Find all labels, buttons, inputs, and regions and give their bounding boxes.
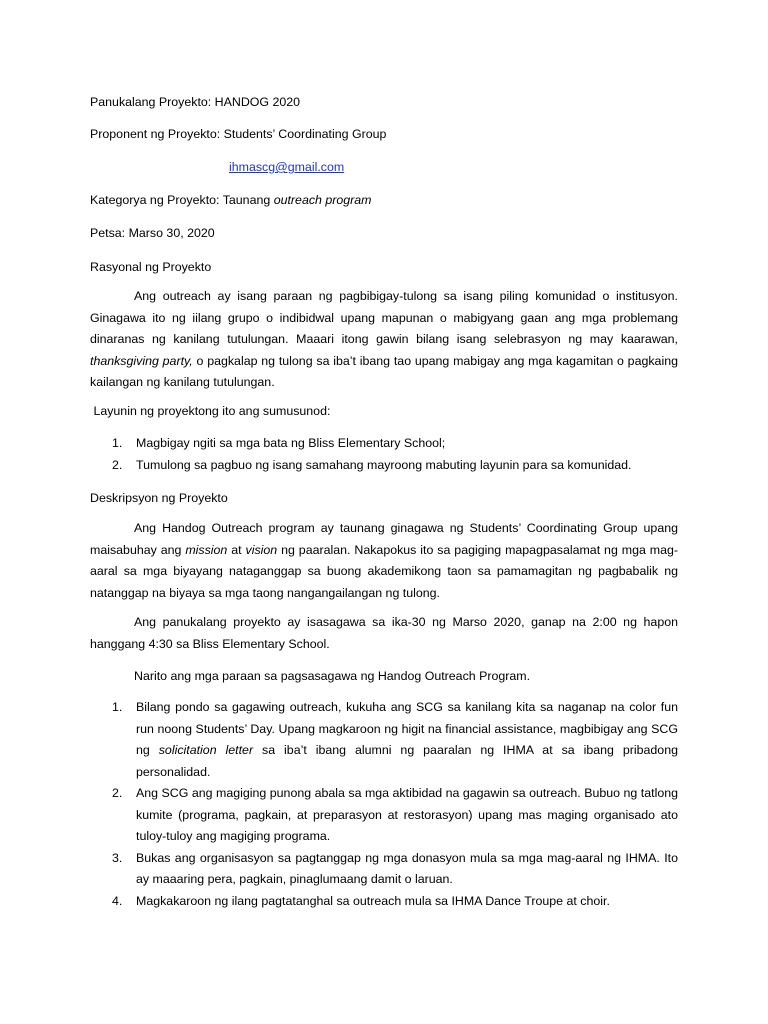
category-line: [90, 192, 372, 208]
mission-italic: mission: [185, 542, 228, 557]
category-label: Kategorya ng Proyekto: Taunang: [90, 193, 274, 207]
list-number: 1.: [112, 700, 123, 714]
list-item: [90, 455, 678, 477]
list-item: [90, 433, 678, 455]
category-italic: outreach program: [273, 193, 372, 207]
vision-italic: vision: [245, 542, 278, 557]
description-paragraph-2: Ang panukalang proyekto ay isasagawa sa ika-30 ng Marso 2020, ganap na 2:00 ng hapon hanggang 4:30 sa Bliss Elementary School.: [90, 615, 678, 651]
list-item: [90, 783, 678, 848]
list-text-b: sa iba’t ibang alumni ng paaralan ng IHMA at sa ibang pribadong personalidad.: [136, 743, 678, 779]
description-paragraph-1: [90, 518, 678, 604]
description-text-b: at: [227, 542, 246, 557]
list-number: 1.: [112, 436, 123, 450]
list-text: Bukas ang organisasyon sa pagtanggap ng mga donasyon mula sa mga mag-aaral ng IHMA. Ito ay maaaring pera, pagkain, pinaglumaang damit o laruan.: [136, 850, 678, 886]
objectives-intro: Layunin ng proyektong ito ang sumusunod:: [90, 404, 331, 418]
description-heading: Deskripsyon ng Proyekto: [90, 491, 228, 505]
rationale-paragraph: [90, 286, 678, 394]
list-text: Tumulong sa pagbuo ng isang samahang mayroong mabuting layunin para sa komunidad.: [136, 457, 632, 472]
steps-list: [90, 697, 678, 912]
rationale-text-b: o pagkalap ng tulong sa iba’t ibang tao upang mabigay ang mga kagamitan o pagkaing kailangan ng kanilang tutulungan.: [90, 353, 678, 389]
list-item: [90, 697, 678, 783]
description-text-c: ng paaralan. Nakapokus ito sa pagiging mapagpasalamat ng mga mag-aaral sa mga biyayang nataganggap sa buong akademikong taon sa pamamagitan ng pagbabalik ng natanggap na biyaya sa mga taong nangangailangan ng tulong.: [90, 542, 679, 600]
list-text: Ang SCG ang magiging punong abala sa mga aktibidad na gagawin sa outreach. Bubuo ng tatlong kumite (programa, pagkain, at preparasyon at restorasyon) upang mas maging organisado ato tuloy-tuloy ang magiging programa.: [136, 786, 678, 843]
list-item: [90, 848, 678, 891]
list-number: 2.: [112, 457, 123, 472]
description-paragraph-3: Narito ang mga paraan sa pagsasagawa ng Handog Outreach Program.: [134, 669, 531, 683]
date-line: Petsa: Marso 30, 2020: [90, 226, 215, 240]
email-link[interactable]: ihmascg@gmail.com: [229, 160, 345, 174]
solicitation-italic: solicitation letter: [158, 743, 254, 757]
list-text-a: Bilang pondo sa gagawing outreach, kukuha ang SCG sa kanilang kita sa naganap na color fun run noong Students’ Day. Upang magkaroon ng higit na financial assistance, magbibigay ang SCG ng: [136, 700, 678, 757]
proponent-line: Proponent ng Proyekto: Students’ Coordinating Group: [90, 127, 387, 141]
list-number: 3.: [112, 850, 123, 865]
proposal-title: Panukalang Proyekto: HANDOG 2020: [90, 95, 301, 109]
description-text-a: Ang Handog Outreach program ay taunang ginagawa ng Students’ Coordinating Group upang maisabuhay ang: [90, 521, 678, 557]
list-item: [90, 891, 678, 913]
rationale-italic: thanksgiving party,: [90, 353, 193, 368]
list-text: Magkakaroon ng ilang pagtatanghal sa outreach mula sa IHMA Dance Troupe at choir.: [136, 893, 610, 908]
rationale-text-a: Ang outreach ay isang paraan ng pagbibigay-tulong sa isang piling komunidad o institusyon. Ginagawa ito ng iilang grupo o indibidwal upang mapunan o mabigyang gaan ang mga problemang dinaranas ng kanilang tutulungan. Maaari itong gawin bilang isang selebrasyon ng may kaarawan,: [90, 289, 678, 346]
list-number: 2.: [112, 786, 123, 800]
list-text: Magbigay ngiti sa mga bata ng Bliss Elementary School;: [136, 436, 446, 450]
objectives-list: [90, 433, 678, 476]
list-number: 4.: [112, 893, 123, 908]
rationale-heading: Rasyonal ng Proyekto: [90, 260, 212, 274]
